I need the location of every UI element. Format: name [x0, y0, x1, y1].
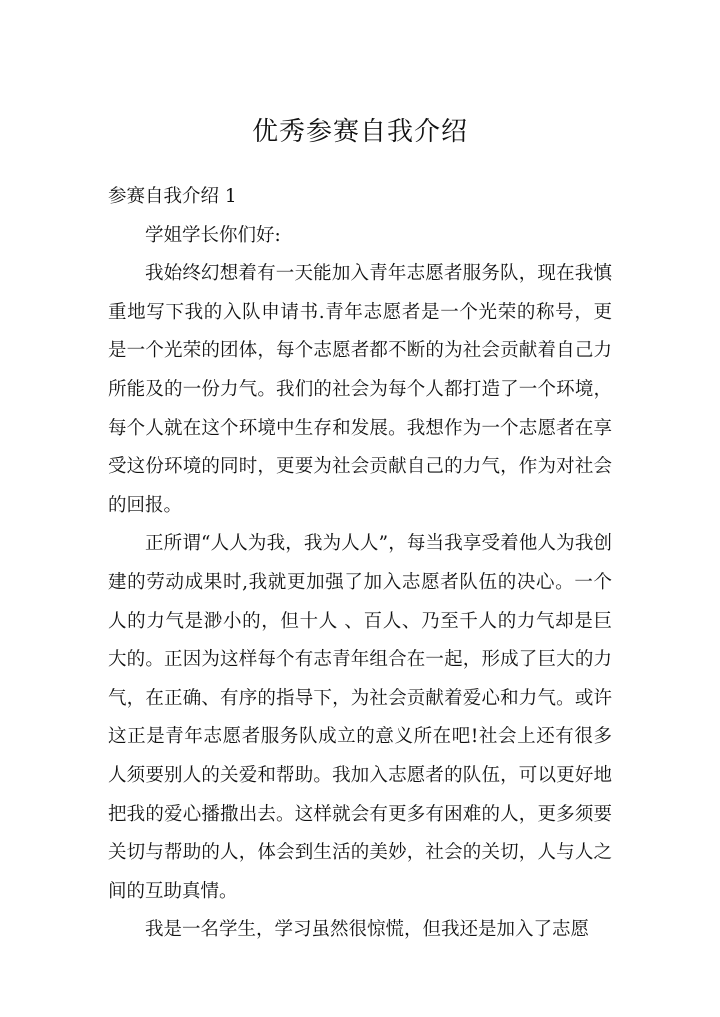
- paragraph-greeting: 学姐学长你们好:: [145, 224, 281, 246]
- section-heading: 参赛自我介绍 1: [108, 186, 237, 207]
- paragraph: 我始终幻想着有一天能加入青年志愿者服务队，现在我慎重地写下我的入队申请书.青年志愿者是一个光荣的称号，更是一个光荣的团体，每个志愿者都不断的为社会贡献着自己力所能及的一份力气。我们的社会为每个人都打造了一个环境，每个人就在这个环境中生存和发展。我想作为一个志愿者在享受这份环境的同时，更要为社会贡献自己的力气，作为对社会的回报。: [108, 263, 612, 516]
- document-title: 优秀参赛自我介绍: [251, 117, 468, 147]
- paragraph: 我是一名学生，学习虽然很惊慌，但我还是加入了志愿: [145, 919, 590, 941]
- document-body: [108, 178, 612, 950]
- paragraph: 正所谓“人人为我，我为人人”，每当我享受着他人为我创建的劳动成果时,我就更加强了加入志愿者队伍的决心。一个人的力气是渺小的，但十人 、百人、乃至千人的力气却是巨大的。正因为这样每个有志青年组合在一起，形成了巨大的力气，在正确、有序的指导下，为社会贡献着爱心和力气。或许这正是青年志愿者服务队成立的意义所在吧!社会上还有很多人须要别人的关爱和帮助。我加入志愿者的队伍，可以更好地把我的爱心播撒出去。这样就会有更多有困难的人，更多须要关切与帮助的人，体会到生活的美妙，社会的关切，人与人之间的互助真情。: [108, 533, 612, 902]
